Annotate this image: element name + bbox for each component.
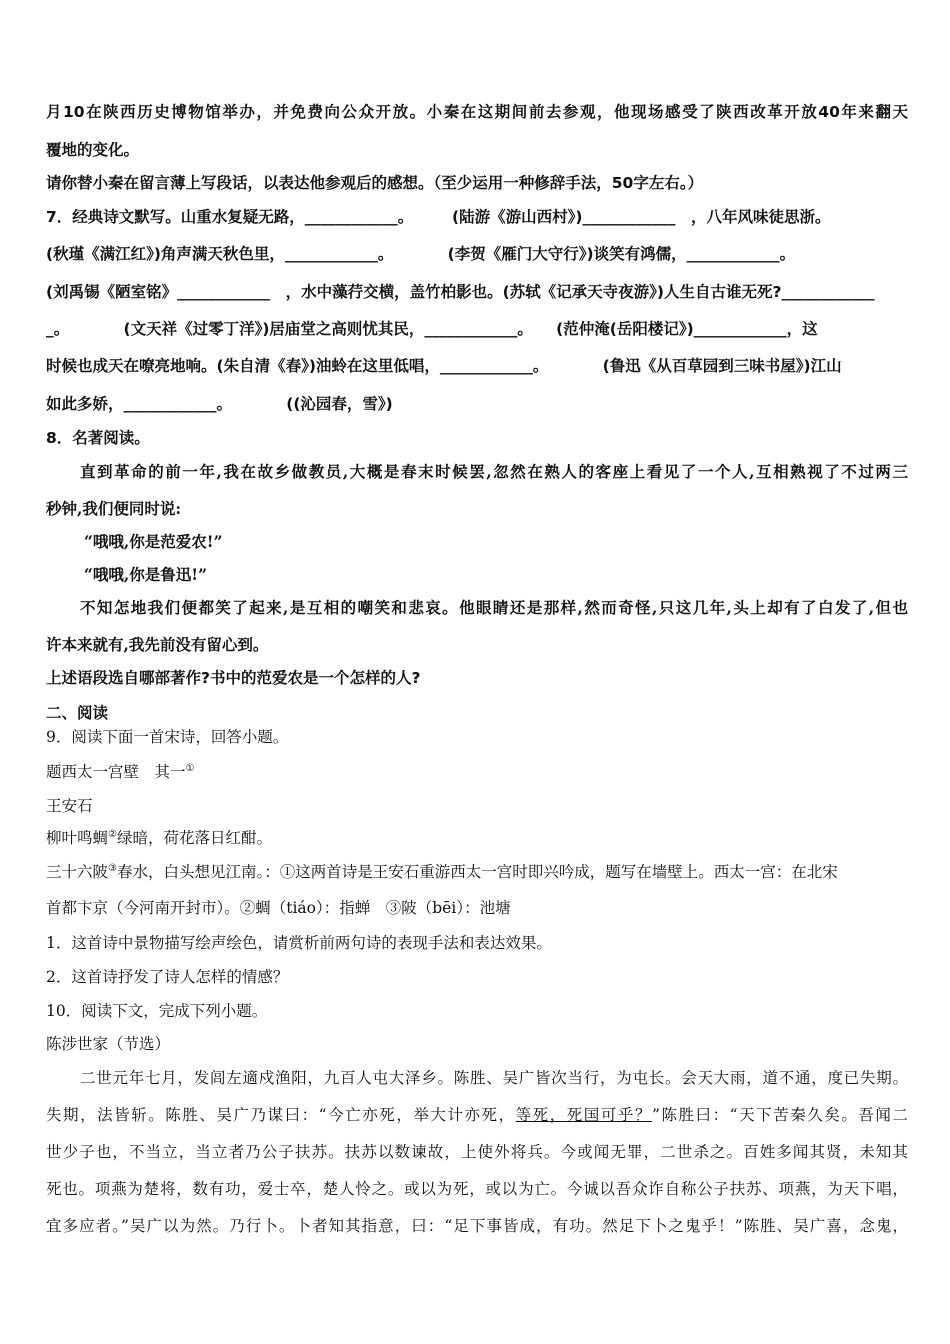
q8-quote-1: “哦哦,你是范爱农!” [84,532,223,551]
q8-passage-line-4: 许本来就有,我先前没有留心到。 [46,635,269,654]
q7-line-3: (刘禹锡《陋室铭》____________ ，水中藻荇交横，盖竹柏影也。(苏轼《记承天寺夜游》)人生自古谁无死?____________ [46,283,875,301]
footnote-marker-3: ③ [108,862,117,874]
q9-poem-title-text: 题西太一宫壁 其一 [46,763,186,781]
q10-passage-line-1: 二世元年七月，发闾左適戍渔阳，九百人屯大泽乡。陈胜、吴广皆次当行，为屯长。会天大雨，道不通，度已失期。 [80,1069,908,1087]
q9-poem-line-1-b: 绿暗，荷花落日红酣。 [116,829,272,847]
q9-poem-line-1 [46,828,908,848]
q9-poem-line-2 [46,862,908,882]
q9-poem-line-2-b: 春水，白头想见江南。：①这两首诗是王安石重游西太一宫时即兴吟成，题写在墙壁上。西太一宫：在北宋 [116,863,838,881]
footnote-marker-2: ② [108,828,117,840]
q9-poem-title [46,762,908,782]
q7-line-1: 7．经典诗文默写。山重水复疑无路，____________。 (陆游《游山西村》)____________ ，八年风味徒思浙。 [46,208,831,226]
underlined-phrase: 等死，死国可乎？ [515,1106,652,1124]
q10-passage-line-2 [46,1105,908,1125]
q10-passage-line-5: 宜多应者。”吴广以为然。乃行卜。卜者知其指意，曰：“足下事皆成，有功。然足下卜之鬼乎！”陈胜、吴广喜，念鬼， [46,1217,908,1235]
q9-poem-line-2-a: 三十六陂 [46,863,109,881]
q8-heading: 8．名著阅读。 [46,429,150,447]
q10-text-title: 陈涉世家（节选） [46,1035,171,1053]
q8-quote-2: “哦哦,你是鲁迅!” [84,565,208,584]
footnote-marker-1: ① [185,762,195,774]
q9-poem-line-1-a: 柳叶鸣蜩 [46,829,109,847]
q9-heading: 9．阅读下面一首宋诗，回答小题。 [46,728,289,746]
q6-text-line-2: 覆地的变化。 [46,141,140,159]
q6-text-line-1: 月10在陕西历史博物馆举办，并免费向公众开放。小秦在这期间前去参观，他现场感受了陕西改革开放40年来翻天 [46,103,908,121]
q9-subquestion-2: 2．这首诗抒发了诗人怎样的情感？ [46,968,289,986]
q10-passage-line-2-a: 失期，法皆斩。陈胜、吴广乃谋曰：“今亡亦死，举大计亦死， [46,1106,516,1124]
q10-heading: 10．阅读下文，完成下列小题。 [46,1002,268,1020]
q6-prompt: 请你替小秦在留言薄上写段话，以表达他参观后的感想。（至少运用一种修辞手法，50字左右。） [46,174,704,192]
q8-passage-line-1: 直到革命的前一年,我在故乡做教员,大概是春末时候罢,忽然在熟人的客座上看见了一个人,互相熟视了不过两三 [80,462,908,481]
q10-passage-line-2-b: ”陈胜曰：“天下苦秦久矣。吾闻二 [651,1106,908,1124]
q10-passage-line-4: 死也。项燕为楚将，数有功，爱士卒，楚人怜之。或以为死，或以为亡。今诚以吾众诈自称公子扶苏、项燕，为天下唱， [46,1180,908,1198]
section-heading: 二、阅读 [46,704,109,722]
q7-line-6: 如此多娇，____________。 ((沁园春，雪》) [46,395,393,413]
q9-notes: 首都卞京（今河南开封市）。②蜩（tiáo）：指蝉 ③陂（bēi）：池塘 [46,899,511,917]
q9-subquestion-1: 1．这首诗中景物描写绘声绘色，请赏析前两句诗的表现手法和表达效果。 [46,934,552,952]
q9-author: 王安石 [46,797,93,815]
q8-question: 上述语段选自哪部著作?书中的范爱农是一个怎样的人? [46,669,421,687]
q7-line-5: 时候也成天在嘹亮地响。(朱自清《春》)油蛉在这里低唱，____________。 (鲁迅《从百草园到三味书屋》)江山 [46,357,842,375]
q8-passage-line-3: 不知怎地我们便都笑了起来,是互相的嘲笑和悲哀。他眼睛还是那样,然而奇怪,只这几年,头上却有了白发了,但也 [80,598,908,617]
q7-line-2: (秋瑾《满江红》)角声满天秋色里，____________。 (李贺《雁门大守行》)谈笑有鸿儒，____________。 [46,245,796,263]
q10-passage-line-3: 世少子也，不当立，当立者乃公子扶苏。扶苏以数谏故，上使外将兵。今或闻无罪，二世杀之。百姓多闻其贤，未知其 [46,1143,908,1161]
q8-passage-line-2: 秒钟,我们便同时说: [46,499,182,518]
q7-line-4: _。 (文天祥《过零丁洋》)居庙堂之高则忧其民，____________。 (范仲淹(岳阳楼记》)____________，这 [46,320,818,338]
